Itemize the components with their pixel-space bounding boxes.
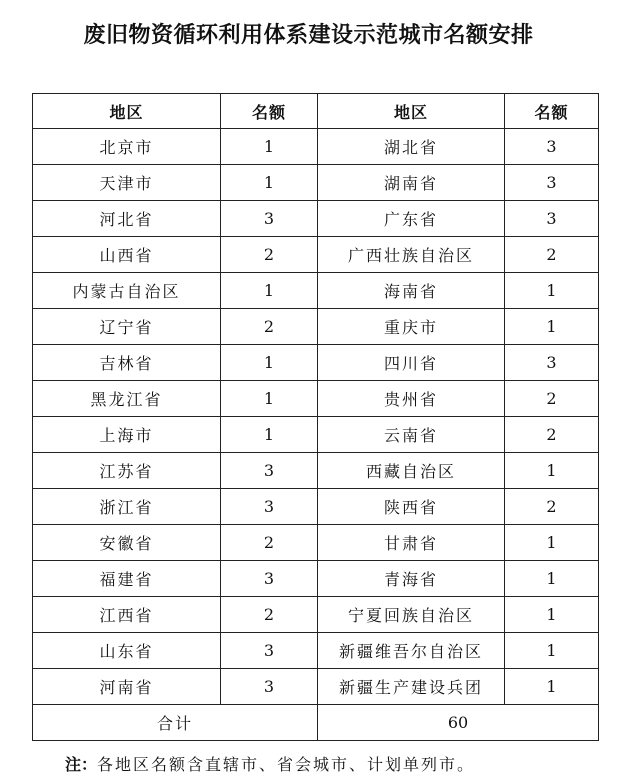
region-left-cell: 福建省 xyxy=(33,561,221,597)
region-right-cell: 西藏自治区 xyxy=(318,453,505,489)
table-row xyxy=(33,381,599,417)
total-row xyxy=(33,705,599,741)
quota-left-cell: 3 xyxy=(221,633,318,669)
quota-left-cell: 1 xyxy=(221,165,318,201)
quota-right-cell: 3 xyxy=(505,165,599,201)
region-right-cell: 青海省 xyxy=(318,561,505,597)
region-right-cell: 新疆生产建设兵团 xyxy=(318,669,505,705)
quota-right-cell: 3 xyxy=(505,129,599,165)
region-left-cell: 安徽省 xyxy=(33,525,221,561)
region-left-cell: 河北省 xyxy=(33,201,221,237)
footnote-label: 注： xyxy=(65,755,98,774)
region-left-cell: 江西省 xyxy=(33,597,221,633)
quota-left-cell: 1 xyxy=(221,381,318,417)
quota-left-cell: 3 xyxy=(221,561,318,597)
table-row xyxy=(33,489,599,525)
region-right-cell: 四川省 xyxy=(318,345,505,381)
quota-right-cell: 2 xyxy=(505,489,599,525)
table-row xyxy=(33,129,599,165)
region-right-cell: 新疆维吾尔自治区 xyxy=(318,633,505,669)
table-row xyxy=(33,165,599,201)
region-left-cell: 吉林省 xyxy=(33,345,221,381)
quota-left-cell: 1 xyxy=(221,129,318,165)
header-region-left: 地区 xyxy=(33,94,221,129)
region-left-cell: 江苏省 xyxy=(33,453,221,489)
total-value: 60 xyxy=(318,705,599,741)
table-row xyxy=(33,237,599,273)
header-row xyxy=(33,94,599,129)
quota-right-cell: 2 xyxy=(505,381,599,417)
quota-left-cell: 2 xyxy=(221,309,318,345)
quota-left-cell: 3 xyxy=(221,669,318,705)
table-row xyxy=(33,669,599,705)
region-left-cell: 山西省 xyxy=(33,237,221,273)
header-quota-right: 名额 xyxy=(505,94,599,129)
quota-right-cell: 1 xyxy=(505,525,599,561)
table-footer xyxy=(33,705,599,741)
region-left-cell: 黑龙江省 xyxy=(33,381,221,417)
quota-right-cell: 1 xyxy=(505,309,599,345)
table-body xyxy=(33,129,599,705)
table-row xyxy=(33,561,599,597)
table-row xyxy=(33,597,599,633)
document-title: 废旧物资循环利用体系建设示范城市名额安排 xyxy=(83,23,534,48)
quota-left-cell: 3 xyxy=(221,489,318,525)
region-right-cell: 陕西省 xyxy=(318,489,505,525)
quota-right-cell: 1 xyxy=(505,597,599,633)
region-right-cell: 贵州省 xyxy=(318,381,505,417)
region-right-cell: 湖北省 xyxy=(318,129,505,165)
header-region-right: 地区 xyxy=(318,94,505,129)
table-row xyxy=(33,273,599,309)
table-row xyxy=(33,525,599,561)
quota-right-cell: 1 xyxy=(505,561,599,597)
region-left-cell: 天津市 xyxy=(33,165,221,201)
table-row xyxy=(33,417,599,453)
region-left-cell: 山东省 xyxy=(33,633,221,669)
region-left-cell: 浙江省 xyxy=(33,489,221,525)
region-right-cell: 广西壮族自治区 xyxy=(318,237,505,273)
table-row xyxy=(33,309,599,345)
quota-left-cell: 1 xyxy=(221,417,318,453)
table-row xyxy=(33,201,599,237)
table-row xyxy=(33,633,599,669)
region-left-cell: 辽宁省 xyxy=(33,309,221,345)
quota-right-cell: 3 xyxy=(505,201,599,237)
quota-right-cell: 1 xyxy=(505,273,599,309)
table-row xyxy=(33,453,599,489)
table-row xyxy=(33,345,599,381)
footnote-text: 各地区名额含直辖市、省会城市、计划单列市。 xyxy=(97,755,476,774)
region-right-cell: 宁夏回族自治区 xyxy=(318,597,505,633)
quota-right-cell: 1 xyxy=(505,633,599,669)
region-left-cell: 上海市 xyxy=(33,417,221,453)
region-right-cell: 甘肃省 xyxy=(318,525,505,561)
footnote xyxy=(65,752,475,775)
quota-left-cell: 3 xyxy=(221,201,318,237)
quota-left-cell: 1 xyxy=(221,273,318,309)
region-right-cell: 海南省 xyxy=(318,273,505,309)
region-right-cell: 云南省 xyxy=(318,417,505,453)
region-left-cell: 北京市 xyxy=(33,129,221,165)
quota-right-cell: 1 xyxy=(505,453,599,489)
quota-right-cell: 1 xyxy=(505,669,599,705)
quota-right-cell: 3 xyxy=(505,345,599,381)
quota-left-cell: 2 xyxy=(221,237,318,273)
quota-left-cell: 3 xyxy=(221,453,318,489)
region-left-cell: 河南省 xyxy=(33,669,221,705)
table-header xyxy=(33,94,599,129)
region-right-cell: 广东省 xyxy=(318,201,505,237)
quota-left-cell: 1 xyxy=(221,345,318,381)
region-right-cell: 重庆市 xyxy=(318,309,505,345)
total-label: 合计 xyxy=(33,705,318,741)
region-left-cell: 内蒙古自治区 xyxy=(33,273,221,309)
quota-table xyxy=(32,93,599,741)
quota-right-cell: 2 xyxy=(505,417,599,453)
quota-right-cell: 2 xyxy=(505,237,599,273)
header-quota-left: 名额 xyxy=(221,94,318,129)
region-right-cell: 湖南省 xyxy=(318,165,505,201)
quota-left-cell: 2 xyxy=(221,525,318,561)
quota-left-cell: 2 xyxy=(221,597,318,633)
